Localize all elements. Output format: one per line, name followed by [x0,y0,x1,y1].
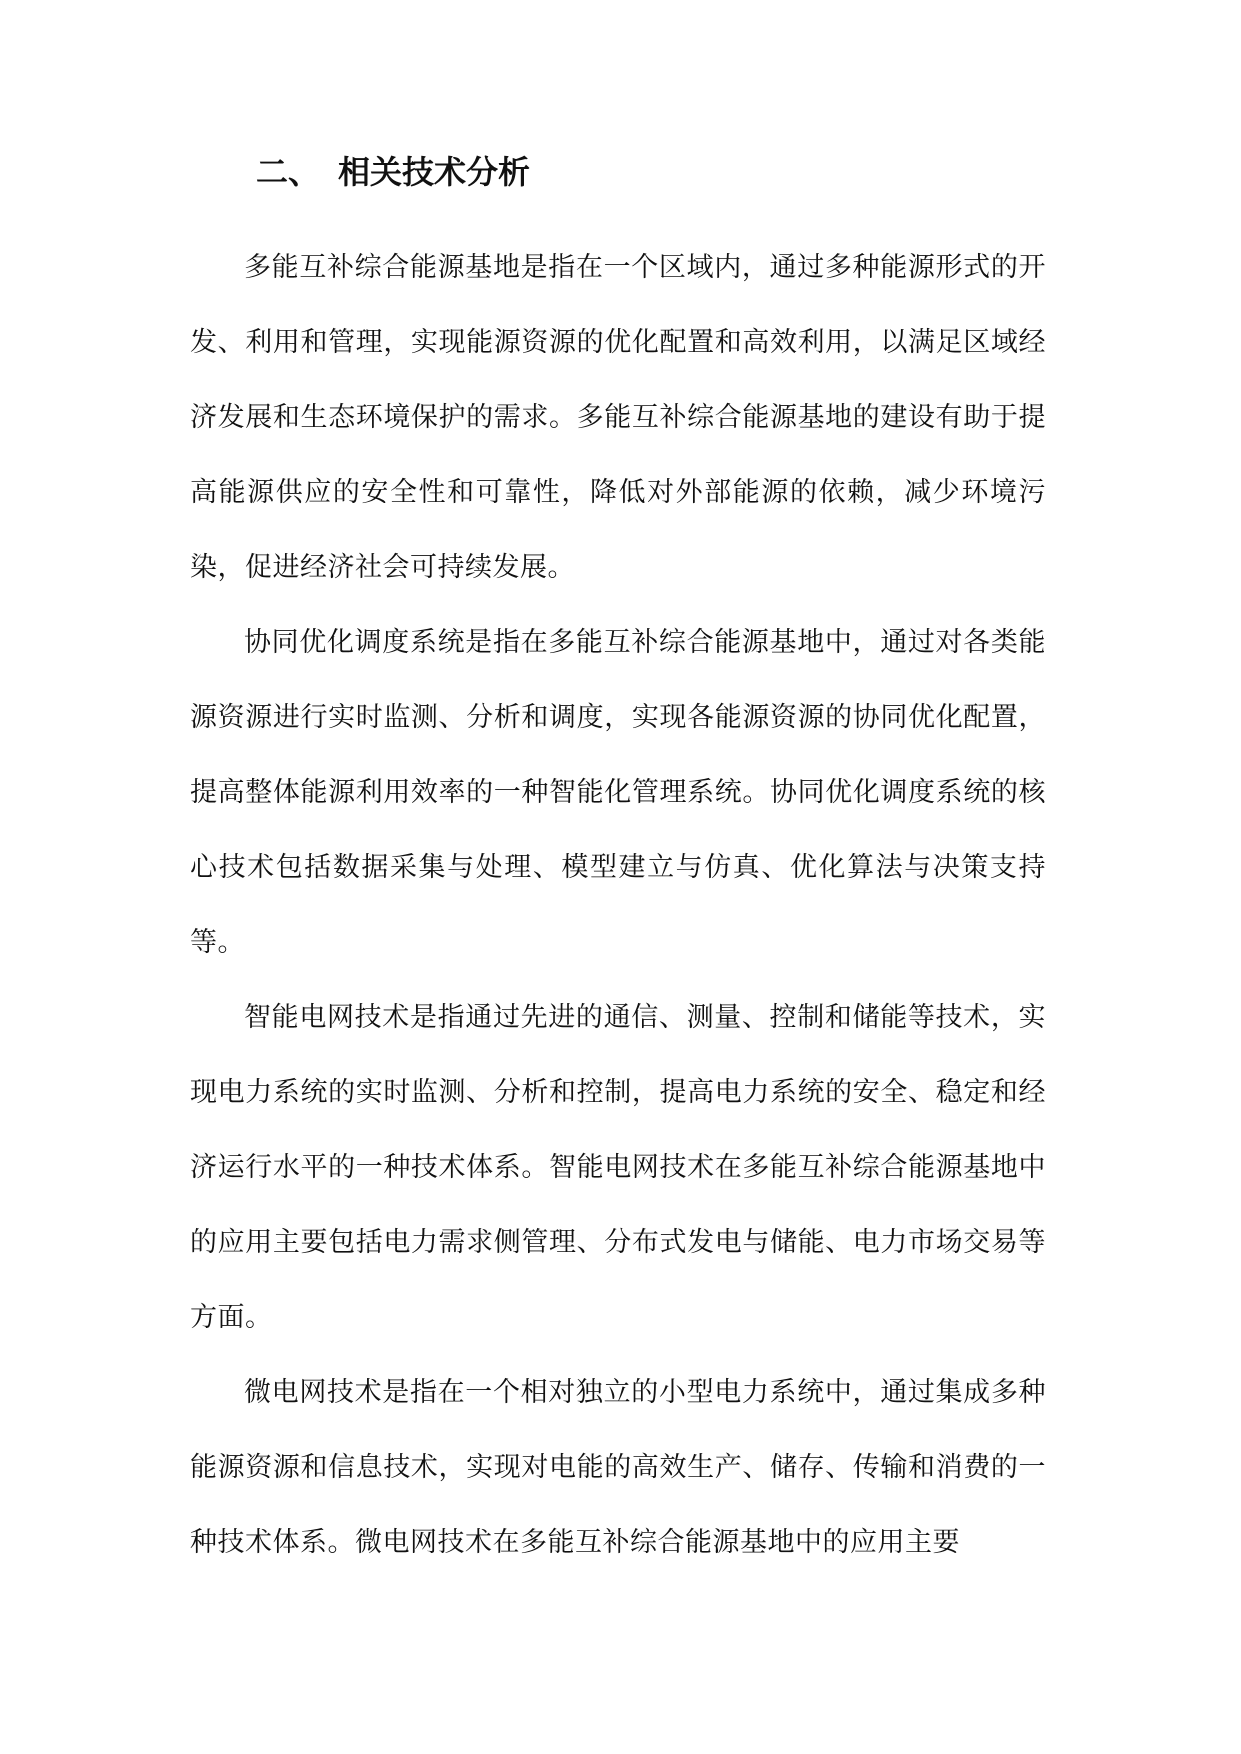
body-text [190,230,1046,1580]
section-heading [256,148,530,196]
paragraph-scheduling-system: 协同优化调度系统是指在多能互补综合能源基地中，通过对各类能源资源进行实时监测、分析和调度，实现各能源资源的协同优化配置，提高整体能源利用效率的一种智能化管理系统。协同优化调度系统的核心技术包括数据采集与处理、模型建立与仿真、优化算法与决策支持等。 [190,627,1046,958]
paragraph-energy-base: 多能互补综合能源基地是指在一个区域内，通过多种能源形式的开发、利用和管理，实现能源资源的优化配置和高效利用，以满足区域经济发展和生态环境保护的需求。多能互补综合能源基地的建设有助于提高能源供应的安全性和可靠性，降低对外部能源的依赖，减少环境污染，促进经济社会可持续发展。 [190,252,1046,583]
paragraph-microgrid: 微电网技术是指在一个相对独立的小型电力系统中，通过集成多种能源资源和信息技术，实现对电能的高效生产、储存、传输和消费的一种技术体系。微电网技术在多能互补综合能源基地中的应用主要 [190,1377,1046,1558]
section-title: 相关技术分析 [338,153,531,191]
paragraph-smart-grid: 智能电网技术是指通过先进的通信、测量、控制和储能等技术，实现电力系统的实时监测、分析和控制，提高电力系统的安全、稳定和经济运行水平的一种技术体系。智能电网技术在多能互补综合能源基地中的应用主要包括电力需求侧管理、分布式发电与储能、电力市场交易等方面。 [190,1002,1046,1333]
section-number: 二、 [256,153,321,191]
